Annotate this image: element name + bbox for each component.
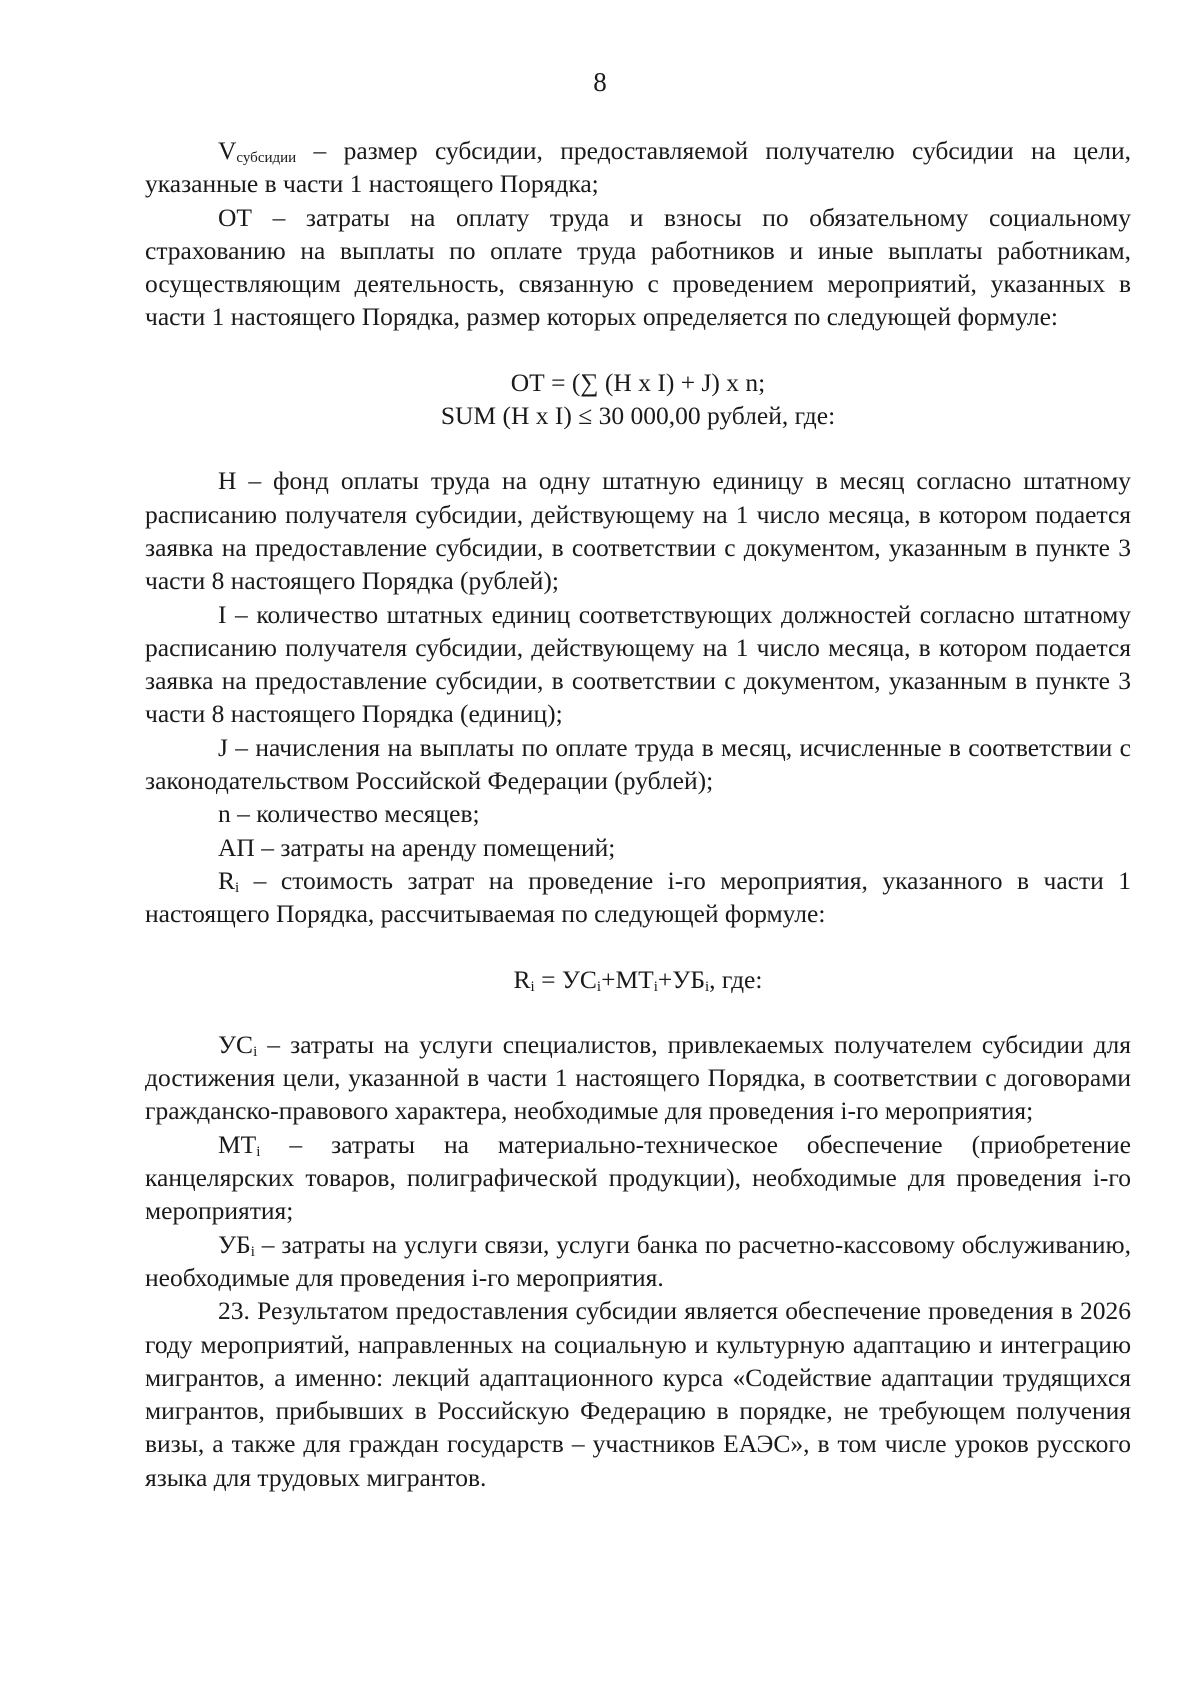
formula-us-sub: i [596, 978, 602, 995]
ub-symbol: УБ [218, 1229, 251, 1259]
page-number: 8 [593, 67, 607, 97]
us-definition: – затраты на услуги специалистов, привлекаемых получателем субсидии для достижения цели, указанной в части 1 настоящего Порядка, в соответствии с договорами гражданско-правового характера, необходимые для проведения i-го мероприятия; [145, 1029, 1131, 1126]
document-body [145, 134, 1131, 1494]
paragraph-item-23: 23. Результатом предоставления субсидии является обеспечение проведения в 2026 году мероприятий, направленных на социальную и культурную адаптацию и интеграцию мигрантов, а именно: лекций адаптационного курса «Содействие адаптации трудящихся мигрантов, прибывших в Российскую Федерацию в порядке, не требующем получения визы, а также для граждан государств – участников ЕАЭС», в том числе уроков русского языка для трудовых мигрантов. [145, 1296, 1131, 1492]
ub-definition: – затраты на услуги связи, услуги банка по расчетно-кассовому обслуживанию, необходимые для проведения i-го мероприятия. [145, 1229, 1131, 1292]
formula-mt-sub: i [653, 978, 658, 995]
formula-ub-symbol: +УБ [657, 964, 705, 994]
v-subscript: субсидии [236, 150, 297, 166]
formula-ot: ОТ = (∑ (H х I) + J) х n; [510, 367, 766, 397]
paragraph-ap-definition: АП – затраты на аренду помещений; [218, 832, 616, 862]
us-symbol: УС [218, 1029, 254, 1059]
us-subscript: i [253, 1043, 258, 1060]
formula-r [145, 963, 1131, 996]
paragraph-v-subsidy [145, 134, 1131, 201]
ub-subscript: i [250, 1243, 255, 1260]
formula-r-symbol: R [513, 964, 531, 994]
formula-mt-symbol: +МТ [601, 964, 654, 994]
v-symbol: V [218, 136, 237, 165]
r-symbol: R [218, 865, 236, 895]
paragraph-us-definition [145, 1028, 1131, 1128]
paragraph-r-definition [145, 864, 1131, 931]
v-definition: – размер субсидии, предоставляемой получателю субсидии на цели, указанные в части 1 настоящего Порядка; [145, 136, 1131, 199]
paragraph-n-definition: n – количество месяцев; [218, 799, 480, 829]
r-subscript: i [235, 879, 240, 896]
paragraph-mt-definition [145, 1128, 1131, 1228]
paragraph-h-definition: H – фонд оплаты труда на одну штатную единицу в месяц согласно штатному расписанию получателя субсидии, действующему на 1 число месяца, в котором подается заявка на предоставление субсидии, в соответствии с документом, указанным в пункте 3 части 8 настоящего Порядка (рублей); [145, 466, 1131, 596]
mt-subscript: i [256, 1143, 261, 1160]
formula-us-symbol: = УС [534, 964, 597, 994]
mt-symbol: МТ [218, 1129, 257, 1159]
paragraph-ot-definition: ОТ – затраты на оплату труда и взносы по обязательному социальному страхованию на выплаты по оплате труда работников и иные выплаты работникам, осуществляющим деятельность, связанную с проведением мероприятий, указанных в части 1 настоящего Порядка, размер которых определяется по следующей формуле: [145, 202, 1131, 332]
r-definition: – стоимость затрат на проведение i-го мероприятия, указанного в части 1 настоящего Порядка, рассчитываемая по следующей формуле: [145, 865, 1131, 929]
paragraph-i-definition: I – количество штатных единиц соответствующих должностей согласно штатному расписанию получателя субсидии, действующему на 1 число месяца, в котором подается заявка на предоставление субсидии, в соответствии с документом, указанным в пункте 3 части 8 настоящего Порядка (единиц); [145, 599, 1131, 729]
formula-ot-limit: SUM (H х I) ≤ 30 000,00 рублей, где: [440, 401, 836, 431]
mt-definition: – затраты на материально-техническое обеспечение (приобретение канцелярских товаров, полиграфической продукции), необходимые для проведения i-го мероприятия; [145, 1129, 1131, 1226]
formula-ub-sub: i [704, 978, 710, 995]
formula-r-tail: , где: [709, 964, 763, 994]
paragraph-j-definition: J – начисления на выплаты по оплате труда в месяц, исчисленные в соответствии с законодательством Российской Федерации (рублей); [145, 732, 1131, 796]
paragraph-ub-definition [145, 1228, 1131, 1295]
formula-r-sub: i [530, 978, 535, 995]
